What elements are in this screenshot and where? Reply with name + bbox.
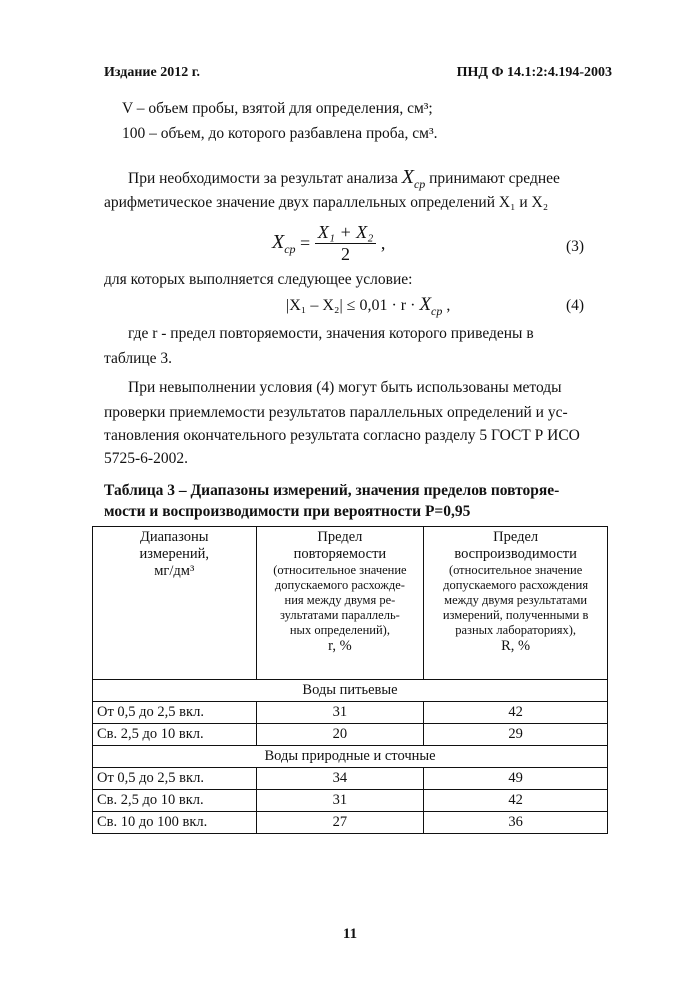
cell-range: От 0,5 до 2,5 вкл. [93, 702, 257, 724]
cell-r: 34 [256, 768, 424, 790]
cell-range: Св. 2,5 до 10 вкл. [93, 724, 257, 746]
formula-3-numerator: X₁ + X₂ [315, 222, 377, 244]
cell-R: 49 [424, 768, 608, 790]
section-title-drinking: Воды питьевые [93, 680, 608, 702]
para2-line1: При невыполнении условия (4) могут быть использованы методы [128, 379, 562, 396]
section-row [93, 746, 608, 768]
section-title-natural: Воды природные и сточные [93, 746, 608, 768]
where-line1: где r - предел повторяемости, значения которого приведены в [128, 325, 534, 342]
where-line2: таблице 3. [104, 350, 173, 367]
table-row [93, 724, 608, 746]
cell-r: 31 [256, 790, 424, 812]
section-row [93, 680, 608, 702]
cell-range: Св. 10 до 100 вкл. [93, 812, 257, 834]
doc-code: ПНД Ф 14.1:2:4.194-2003 [456, 65, 612, 80]
cell-R: 36 [424, 812, 608, 834]
cell-r: 27 [256, 812, 424, 834]
table-caption-line2: мости и воспроизводимости при вероятности Р=0,95 [104, 503, 471, 520]
para1-line2: арифметическое значение двух параллельных определений X₁ и X₂ [104, 194, 549, 211]
header-reproducibility: Предел воспроизводимости (относительное значение допускаемого расхождения между двумя результатами измерений, полученными в разных лабораториях), R, % [424, 527, 608, 680]
para1-line1: При необходимости за результат анализа $X_{ср}$ принимают среднее [128, 166, 560, 191]
formula-3-denominator: 2 [341, 244, 351, 264]
table-row [93, 702, 608, 724]
table-row [93, 768, 608, 790]
cell-r: 20 [256, 724, 424, 746]
formula-4-number: (4) [566, 297, 585, 314]
para2-line3: тановления окончательного результата согласно разделу 5 ГОСТ Р ИСО [104, 427, 580, 444]
table-row [93, 812, 608, 834]
cell-R: 42 [424, 702, 608, 724]
para2-line2: проверки приемлемости результатов параллельных определений и ус- [104, 404, 568, 421]
def-100: 100 – объем, до которого разбавлена проба, см³. [122, 125, 438, 142]
cell-range: От 0,5 до 2,5 вкл. [93, 768, 257, 790]
cell-R: 29 [424, 724, 608, 746]
cell-r: 31 [256, 702, 424, 724]
formula-4: $|X_1 - X_2| \le 0,01 \cdot r \cdot X_{ср}$ , [286, 294, 451, 318]
cell-R: 42 [424, 790, 608, 812]
formula-3-number: (3) [566, 238, 585, 255]
cell-range: Св. 2,5 до 10 вкл. [93, 790, 257, 812]
header-ranges: Диапазоны измерений, мг/дм³ [93, 527, 257, 680]
para2-line4: 5725-6-2002. [104, 450, 188, 467]
condition-text: для которых выполняется следующее условие: [104, 271, 413, 288]
table-3 [92, 526, 608, 834]
formula-3: $X_{ср}$ = $\frac{\text{X₁ + X₂}}{2}$ , [272, 222, 386, 264]
table-row [93, 790, 608, 812]
edition-label: Издание 2012 г. [104, 65, 200, 80]
page-number: 11 [342, 926, 358, 942]
table-header-row [93, 527, 608, 680]
def-v: V – объем пробы, взятой для определения, см³; [122, 100, 433, 117]
header-repeatability: Предел повторяемости (относительное значение допускаемого расхожде- ния между двумя ре- зультатами параллель- ных определений), r, % [256, 527, 424, 680]
table-caption-line1: Таблица 3 – Диапазоны измерений, значения пределов повторяе- [104, 482, 560, 499]
